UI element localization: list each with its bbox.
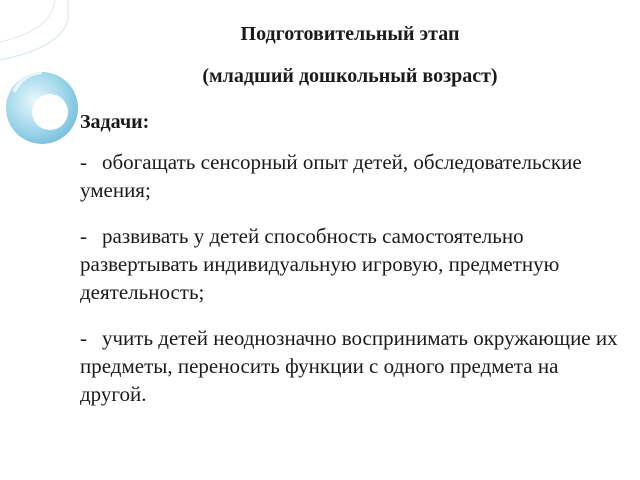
task-marker: -	[80, 150, 87, 174]
task-text: развивать у детей способность самостоятельно развертывать индивидуальную игровую, предметную деятельность;	[80, 224, 560, 304]
task-marker: -	[80, 224, 87, 248]
slide-title: Подготовительный этап	[240, 23, 460, 45]
slide-subtitle: (младший дошкольный возраст)	[202, 65, 498, 87]
task-item	[80, 148, 620, 204]
task-text: обогащать сенсорный опыт детей, обследовательские умения;	[80, 150, 582, 202]
task-item	[80, 222, 620, 306]
task-item	[80, 324, 620, 408]
decorative-ring-graphic	[0, 0, 80, 480]
task-text: учить детей неоднозначно воспринимать окружающие их предметы, переносить функции с одного предмета на другой.	[80, 326, 618, 406]
task-marker: -	[80, 326, 87, 350]
tasks-heading: Задачи:	[80, 111, 150, 133]
